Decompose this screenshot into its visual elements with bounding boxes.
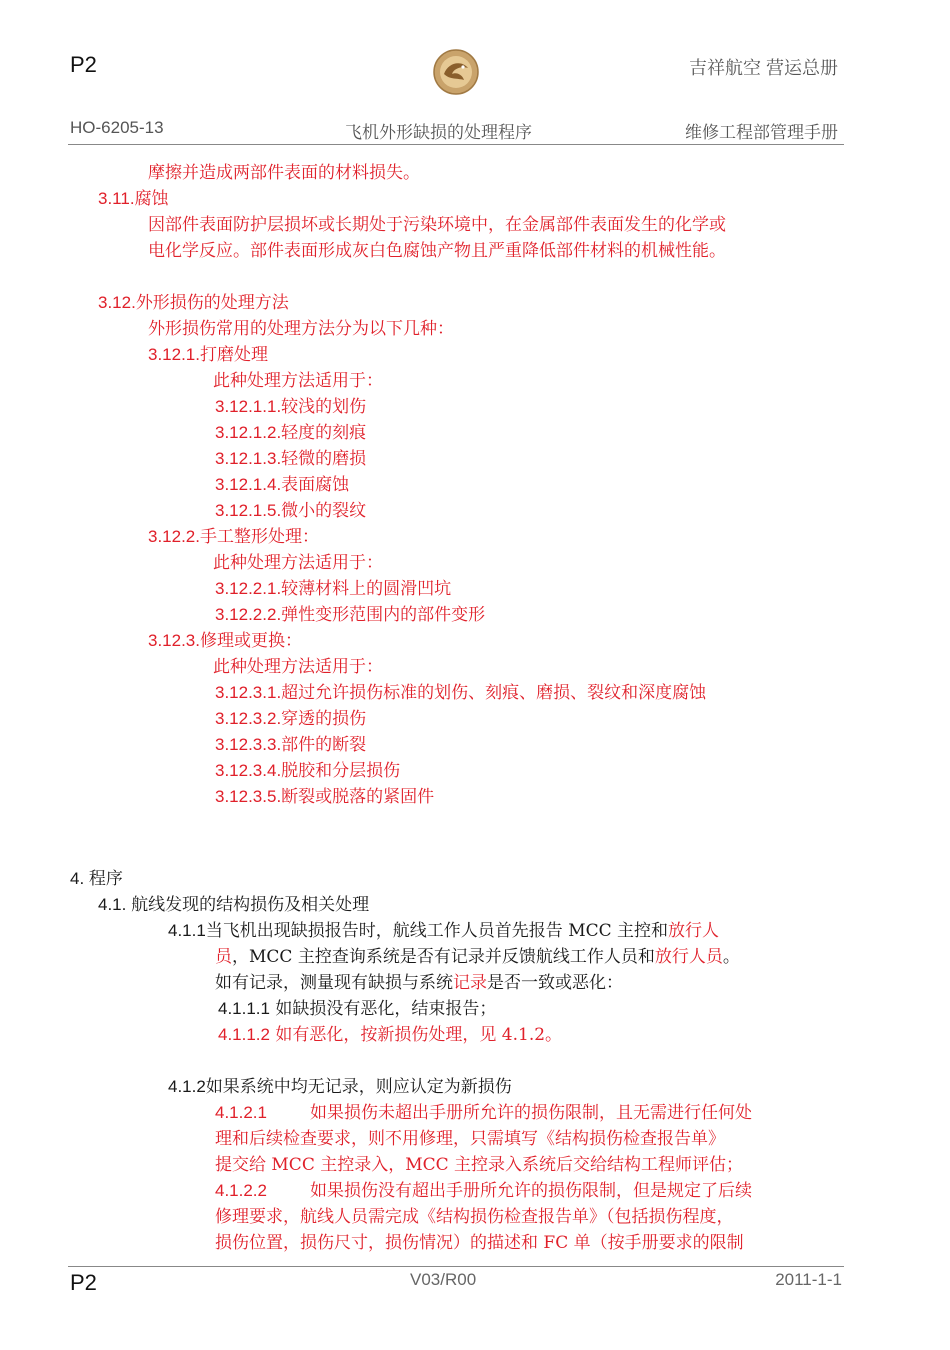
list-item — [215, 394, 366, 420]
section-3-12 — [98, 290, 289, 316]
item-number: 3.12.3.2. — [215, 709, 282, 728]
text-line: 理和后续检查要求，则不用修理，只需填写《结构损伤检查报告单》 — [215, 1129, 725, 1149]
item-number: 3.12.3.3. — [215, 735, 282, 754]
section-title: 手工整形处理： — [200, 527, 319, 547]
para-4-1-1 — [168, 918, 719, 944]
footer-divider — [68, 1266, 844, 1267]
text-line: 电化学反应。部件表面形成灰白色腐蚀产物且严重降低部件材料的机械性能。 — [148, 241, 726, 261]
item-text: 如果损伤没有超出手册所允许的损伤限制，但是规定了后续 — [310, 1181, 752, 1201]
section-4-1-title: 4.1. 航线发现的结构损伤及相关处理 — [98, 895, 370, 914]
item-text: 轻度的刻痕 — [281, 423, 367, 443]
section-3-12-1 — [148, 342, 268, 368]
section-3-12-2 — [148, 524, 319, 550]
header-doc-code: HO-6205-13 — [70, 118, 164, 137]
header-divider — [68, 144, 844, 145]
text-segment-red: 放行人员 — [654, 947, 723, 967]
section-3-12-3 — [148, 628, 302, 654]
para-4-1-2 — [168, 1074, 512, 1100]
item-text: 超过允许损伤标准的划伤、刻痕、磨损、裂纹和深度腐蚀 — [281, 683, 707, 703]
item-text: 穿透的损伤 — [281, 709, 367, 729]
text-line: 损伤位置，损伤尺寸，损伤情况）的描述和 FC 单（按手册要求的限制 — [215, 1233, 744, 1253]
section-title: 腐蚀 — [134, 189, 169, 209]
list-item — [215, 446, 366, 472]
list-item — [215, 680, 706, 706]
section-title: 打磨处理 — [200, 345, 268, 365]
item-text: 如缺损没有恶化，结束报告； — [270, 999, 497, 1019]
item-text: 如果系统中均无记录，则应认定为新损伤 — [205, 1077, 512, 1097]
item-number: 4.1.2.1 — [215, 1103, 267, 1122]
header-page-label: P2 — [70, 52, 97, 77]
header-company: 吉祥航空 营运总册 — [688, 58, 838, 78]
section-number: 3.12.3. — [148, 631, 200, 650]
auspicious-bird-logo-icon — [432, 48, 480, 96]
list-item — [215, 1178, 752, 1204]
text-segment: 。 — [722, 947, 740, 967]
list-item — [215, 758, 400, 784]
item-text: 脱胶和分层损伤 — [281, 761, 401, 781]
item-text: 轻微的磨损 — [281, 449, 367, 469]
item-number: 3.12.1.3. — [215, 449, 282, 468]
item-number: 3.12.1.2. — [215, 423, 282, 442]
list-item — [215, 784, 434, 810]
text-segment: ，MCC 主控查询系统是否有记录并反馈航线工作人员和 — [232, 947, 655, 967]
item-text: 表面腐蚀 — [281, 475, 350, 495]
item-text: 较薄材料上的圆滑凹坑 — [281, 579, 452, 599]
list-item — [215, 732, 366, 758]
item-text: 部件的断裂 — [281, 735, 367, 755]
item-number: 3.12.3.4. — [215, 761, 282, 780]
text-line: 修理要求，航线人员需完成《结构损伤检查报告单》（包括损伤程度， — [215, 1207, 734, 1227]
item-text: 较浅的划伤 — [281, 397, 367, 417]
text-segment: 如有记录，测量现有缺损与系统 — [215, 973, 453, 993]
text-line — [215, 944, 740, 970]
header-manual-name: 维修工程部管理手册 — [685, 123, 838, 142]
item-number: 4.1.2 — [168, 1077, 206, 1096]
list-item — [215, 576, 451, 602]
item-text: 如果损伤未超出手册所允许的损伤限制，且无需进行任何处 — [310, 1103, 752, 1123]
item-number: 3.12.2.2. — [215, 605, 282, 624]
text-line: 提交给 MCC 主控录入，MCC 主控录入系统后交给结构工程师评估； — [215, 1155, 744, 1175]
footer-date: 2011-1-1 — [775, 1270, 842, 1289]
section-title: 外形损伤的处理方法 — [135, 293, 289, 313]
item-number: 4.1.1.2 — [218, 1025, 270, 1044]
item-number: 3.12.3.1. — [215, 683, 282, 702]
text-line: 此种处理方法适用于： — [213, 371, 383, 391]
list-item — [215, 706, 366, 732]
item-text: 如有恶化，按新损伤处理，见 4.1.2。 — [270, 1025, 563, 1045]
item-text: 微小的裂纹 — [281, 501, 367, 521]
item-number: 4.1.1 — [168, 921, 206, 940]
item-number: 4.1.2.2 — [215, 1181, 267, 1200]
item-number: 3.12.1.1. — [215, 397, 282, 416]
header-doc-title: 飞机外形缺损的处理程序 — [345, 123, 532, 142]
list-item — [215, 602, 485, 628]
section-number: 3.12. — [98, 293, 136, 312]
section-3-11 — [98, 186, 169, 212]
text-line: 此种处理方法适用于： — [213, 553, 383, 573]
item-number: 3.12.2.1. — [215, 579, 282, 598]
text-line: 外形损伤常用的处理方法分为以下几种： — [148, 319, 454, 339]
item-number: 3.12.1.5. — [215, 501, 282, 520]
item-number: 4.1.1.1 — [218, 999, 270, 1018]
item-number: 3.12.3.5. — [215, 787, 282, 806]
text-segment: 是否一致或恶化： — [487, 973, 623, 993]
section-title: 修理或更换： — [200, 631, 302, 651]
text-segment-red: 记录 — [453, 973, 487, 993]
list-item — [215, 1100, 752, 1126]
text-line: 因部件表面防护层损坏或长期处于污染环境中，在金属部件表面发生的化学或 — [148, 215, 726, 235]
text-line: 此种处理方法适用于： — [213, 657, 383, 677]
text-segment: 当飞机出现缺损报告时，航线工作人员首先报告 MCC 主控和 — [205, 921, 669, 941]
text-segment-red: 员 — [215, 947, 232, 967]
item-text: 弹性变形范围内的部件变形 — [281, 605, 486, 625]
list-item — [218, 1022, 562, 1048]
text-line — [215, 970, 623, 996]
item-text: 断裂或脱落的紧固件 — [281, 787, 435, 807]
section-number: 3.12.2. — [148, 527, 200, 546]
list-item — [215, 420, 366, 446]
section-number: 3.12.1. — [148, 345, 200, 364]
text-segment-red: 放行人 — [668, 921, 720, 941]
list-item — [215, 472, 349, 498]
item-number: 3.12.1.4. — [215, 475, 282, 494]
list-item — [215, 498, 366, 524]
footer-page-label: P2 — [70, 1270, 97, 1295]
list-item — [218, 996, 496, 1022]
section-4-title: 4. 程序 — [70, 869, 123, 888]
text-line: 摩擦并造成两部件表面的材料损失。 — [148, 163, 420, 183]
footer-version: V03/R00 — [410, 1270, 477, 1289]
section-number: 3.11. — [98, 189, 135, 208]
